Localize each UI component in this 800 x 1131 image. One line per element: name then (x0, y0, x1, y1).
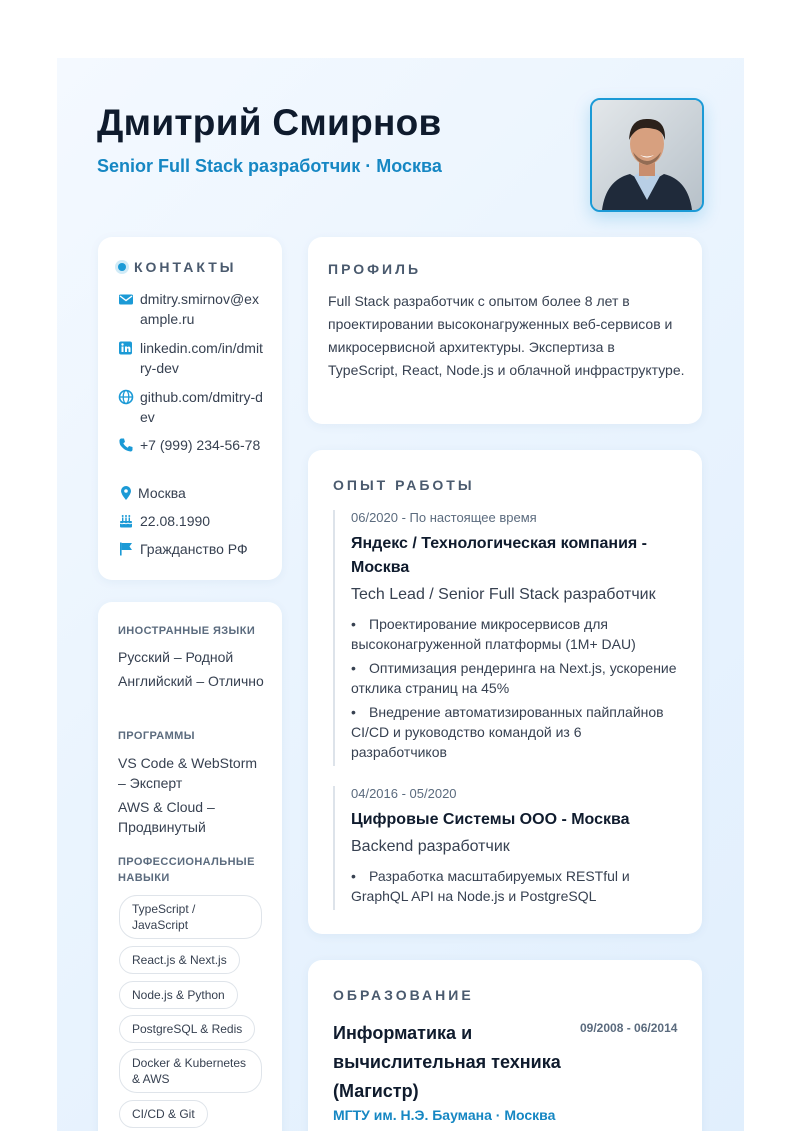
skills-heading: ПРОФЕССИОНАЛЬНЫЕ НАВЫКИ (118, 856, 255, 884)
contact-birthdate-text: 22.08.1990 (140, 513, 211, 529)
education-heading: ОБРАЗОВАНИЕ (333, 987, 474, 1003)
education-school: МГТУ им. Н.Э. Баумана · Москва (333, 1107, 556, 1123)
resume-page (57, 58, 744, 1131)
job-role: Backend разработчик (351, 838, 510, 855)
contact-city-text: Москва (138, 485, 186, 501)
globe-icon (118, 389, 134, 405)
portrait-image (592, 100, 702, 210)
location-pin-icon (118, 485, 132, 501)
contact-citizenship (118, 539, 264, 559)
job-bullets (351, 614, 678, 762)
contacts-card (98, 237, 282, 580)
contact-email-text: dmitry.smirnov@example.ru (140, 291, 259, 327)
skill-chip: Node.js & Python (119, 981, 238, 1009)
contact-citizenship-text: Гражданство РФ (140, 541, 248, 557)
job-company: Цифровые Системы ООО - Москва (351, 811, 630, 828)
job-entry (333, 510, 678, 766)
skill-chip: React.js & Next.js (119, 946, 240, 974)
skills-card (98, 602, 282, 1131)
job-company: Яндекс / Технологическая компания - Москва (351, 535, 648, 576)
phone-icon (118, 437, 134, 453)
job-dates: 04/2016 - 05/2020 (351, 786, 457, 801)
education-dates: 09/2008 - 06/2014 (580, 1021, 678, 1035)
contact-linkedin[interactable] (118, 338, 264, 378)
contact-phone[interactable] (118, 435, 264, 455)
contact-github-text: github.com/dmitry-dev (140, 389, 263, 425)
job-bullet: • Проектирование микросервисов для высоконагруженной платформы (1M+ DAU) (351, 616, 636, 652)
education-card (308, 960, 702, 1131)
job-bullet: • Разработка масштабируемых RESTful и GraphQL API на Node.js и PostgreSQL (351, 868, 630, 904)
job-role: Tech Lead / Senior Full Stack разработчик (351, 586, 656, 603)
skill-chip: CI/CD & Git (119, 1100, 208, 1128)
profile-photo (590, 98, 704, 212)
job-bullets (351, 866, 678, 906)
flag-icon (118, 541, 134, 557)
contact-phone-text: +7 (999) 234-56-78 (140, 437, 261, 453)
job-dates: 06/2020 - По настоящее время (351, 510, 537, 525)
contact-linkedin-text: linkedin.com/in/dmitry-dev (140, 340, 263, 376)
experience-heading: ОПЫТ РАБОТЫ (333, 477, 475, 493)
languages-heading: ИНОСТРАННЫЕ ЯЗЫКИ (118, 625, 256, 637)
candidate-name: Дмитрий Смирнов (97, 102, 442, 143)
linkedin-icon (118, 340, 134, 356)
program-item: AWS & Cloud – Продвинутый (118, 799, 215, 835)
contact-city (118, 483, 262, 503)
skill-chip: Docker & Kubernetes & AWS (119, 1049, 262, 1093)
candidate-subtitle: Senior Full Stack разработчик · Москва (97, 156, 442, 176)
job-entry (333, 786, 678, 910)
profile-card (308, 237, 702, 424)
contact-github[interactable] (118, 387, 264, 427)
education-degree: Информатика и вычислительная техника (Магистр) (333, 1023, 561, 1101)
bullet-dot-icon (118, 263, 126, 271)
program-item: VS Code & WebStorm – Эксперт (118, 755, 258, 791)
birthday-cake-icon (118, 513, 134, 529)
skill-chip: TypeScript / JavaScript (119, 895, 262, 939)
job-bullet: • Внедрение автоматизированных пайплайнов CI/CD и руководство командой из 6 разработчиков (351, 704, 664, 760)
profile-heading: ПРОФИЛЬ (328, 261, 422, 277)
experience-card (308, 450, 702, 934)
language-item: Английский – Отлично (118, 673, 264, 689)
job-bullet: • Оптимизация рендеринга на Next.js, ускорение отклика страниц на 45% (351, 660, 677, 696)
contact-birthdate (118, 511, 264, 531)
skill-chip: PostgreSQL & Redis (119, 1015, 255, 1043)
profile-summary: Full Stack разработчик с опытом более 8 лет в проектировании высоконагруженных веб-сервисов и микросервисной архитектуры. Экспертиза в TypeScript, React, Node.js и облачной инфраструктуре. (328, 293, 685, 378)
language-item: Русский – Родной (118, 649, 234, 665)
contacts-title: КОНТАКТЫ (134, 259, 237, 275)
contact-email[interactable] (118, 289, 264, 329)
programs-heading: ПРОГРАММЫ (118, 730, 195, 742)
contacts-heading (118, 259, 236, 275)
mail-icon (118, 291, 134, 307)
